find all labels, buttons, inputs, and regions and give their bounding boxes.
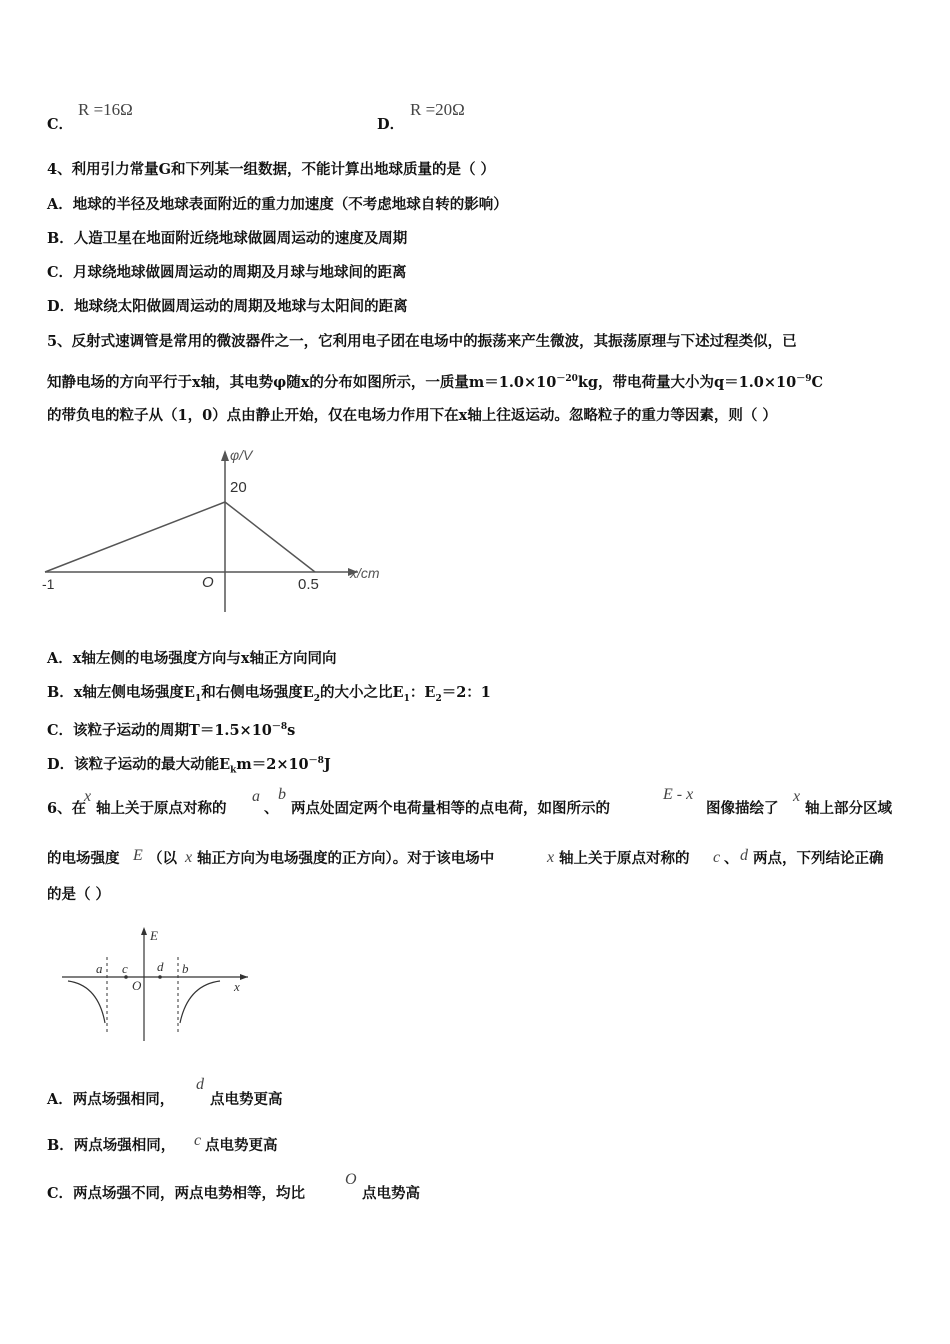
q4-option-c: C．月球绕地球做圆周运动的周期及月球与地球间的距离 xyxy=(47,264,407,281)
y-axis-arrow xyxy=(221,450,229,461)
q6-stem-p4: 两点处固定两个电荷量相等的点电荷，如图所示的 xyxy=(291,800,610,817)
q6-stem-l2b: （以 xyxy=(148,850,177,867)
q3-option-c-label: C． xyxy=(47,116,74,133)
q6-stem-l3: 的是（ ） xyxy=(47,886,111,903)
q6-stem-l2e: 、 xyxy=(724,850,739,867)
xmax-label: 0.5 xyxy=(298,576,319,593)
E-axis-label: E xyxy=(150,928,158,943)
q6-sym-a: a xyxy=(252,788,260,805)
q6-stem-l2d: 轴上关于原点对称的 xyxy=(559,850,690,867)
q6-stem-l2a: 的电场强度 xyxy=(47,850,120,867)
q5-option-a: A．x轴左侧的电场强度方向与x轴正方向同向 xyxy=(47,650,337,667)
q6-option-b-symbol: c xyxy=(194,1132,202,1149)
field-curve-left xyxy=(68,981,105,1023)
q6-sym-x2: x xyxy=(793,788,801,805)
q6-stem-p1: 6、在 xyxy=(47,800,87,817)
q6-sym-c: c xyxy=(713,849,721,866)
q6-option-a-text2: 点电势更高 xyxy=(210,1091,283,1108)
xmin-label: -1 xyxy=(42,576,55,592)
q3-option-c-formula: R =16Ω xyxy=(78,100,133,119)
q5-option-b: B．x轴左侧电场强度$E_1$和右侧电场强度$E_2$的大小之比$E_1$：$E_2=2$：1 xyxy=(47,684,491,704)
field-curve-right xyxy=(180,981,220,1023)
q3-option-d-formula: R =20Ω xyxy=(410,100,465,119)
q5-option-d: D．该粒子运动的最大动能$E_km=2\times 10^{-8}J$ xyxy=(47,755,331,776)
y-axis-label: φ/V xyxy=(230,447,253,463)
label-b: b xyxy=(182,961,189,976)
x-axis-label: x/cm xyxy=(350,565,380,581)
label-a: a xyxy=(96,961,103,976)
q6-stem-p2: 轴上关于原点对称的 xyxy=(96,800,227,817)
q4-stem: 4、利用引力常量G和下列某一组数据，不能计算出地球质量的是（ ） xyxy=(47,161,496,178)
q5-stem-line1: 5、反射式速调管是常用的微波器件之一，它利用电子团在电场中的振荡来产生微波，其振荡原理与下述过程类似，已 xyxy=(47,333,797,350)
point-d xyxy=(158,975,162,979)
q3-option-d-label: D． xyxy=(377,116,405,133)
q6-option-c-text2: 点电势高 xyxy=(362,1185,420,1202)
q6-sym-d: d xyxy=(740,847,748,864)
q6-option-c-symbol: O xyxy=(345,1171,357,1188)
q6-sym-b: b xyxy=(278,786,286,803)
q6-option-a-text1: A．两点场强相同， xyxy=(47,1091,175,1108)
label-d: d xyxy=(157,959,164,974)
origin-label: O xyxy=(202,574,214,591)
q4-option-b: B．人造卫星在地面附近绕地球做圆周运动的速度及周期 xyxy=(47,230,408,247)
q6-sym-ex: E - x xyxy=(663,786,694,803)
q6-stem-p3: 、 xyxy=(264,800,279,817)
potential-line xyxy=(45,502,315,572)
q6-sym-x4: x xyxy=(547,849,555,866)
q6-option-b-text1: B．两点场强相同， xyxy=(47,1137,176,1154)
y-axis-arrow xyxy=(141,927,147,935)
label-c: c xyxy=(122,961,128,976)
q6-stem-p5: 图像描绘了 xyxy=(706,800,779,817)
q6-field-graph xyxy=(58,925,258,1045)
x-axis-arrow xyxy=(240,974,248,980)
q5-potential-graph xyxy=(40,440,440,620)
label-O: O xyxy=(132,978,142,993)
q6-option-a-symbol: d xyxy=(196,1076,204,1093)
q6-stem-l2c: 轴正方向为电场强度的正方向）。对于该电场中 xyxy=(197,850,495,867)
q6-stem-p6: 轴上部分区域 xyxy=(805,800,892,817)
q6-option-b-text2: 点电势更高 xyxy=(205,1137,278,1154)
peak-label: 20 xyxy=(230,479,247,496)
q4-option-a: A．地球的半径及地球表面附近的重力加速度（不考虑地球自转的影响） xyxy=(47,196,508,213)
q4-option-d: D．地球绕太阳做圆周运动的周期及地球与太阳间的距离 xyxy=(47,298,408,315)
q6-sym-x1: x xyxy=(84,788,92,805)
q5-stem-line3: 的带负电的粒子从（1，0）点由静止开始，仅在电场力作用下在x轴上往返运动。忽略粒子的重力等因素，则（ ） xyxy=(47,407,777,424)
q6-sym-E: E xyxy=(133,847,143,864)
q6-option-c-text1: C．两点场强不同，两点电势相等，均比 xyxy=(47,1185,306,1202)
q5-stem-line2: 知静电场的方向平行于x轴，其电势φ随x的分布如图所示，一质量$m=1.0\times 10^{-20}kg$，带电荷量大小为$q=1.0\times 10^{-9}C$ xyxy=(47,373,824,391)
x-axis-label: x xyxy=(234,979,240,994)
q6-stem-l2f: 两点，下列结论正确 xyxy=(753,850,884,867)
q6-sym-x3: x xyxy=(185,849,193,866)
q5-option-c: C．该粒子运动的周期$T=1.5\times 10^{-8}s$ xyxy=(47,721,296,739)
